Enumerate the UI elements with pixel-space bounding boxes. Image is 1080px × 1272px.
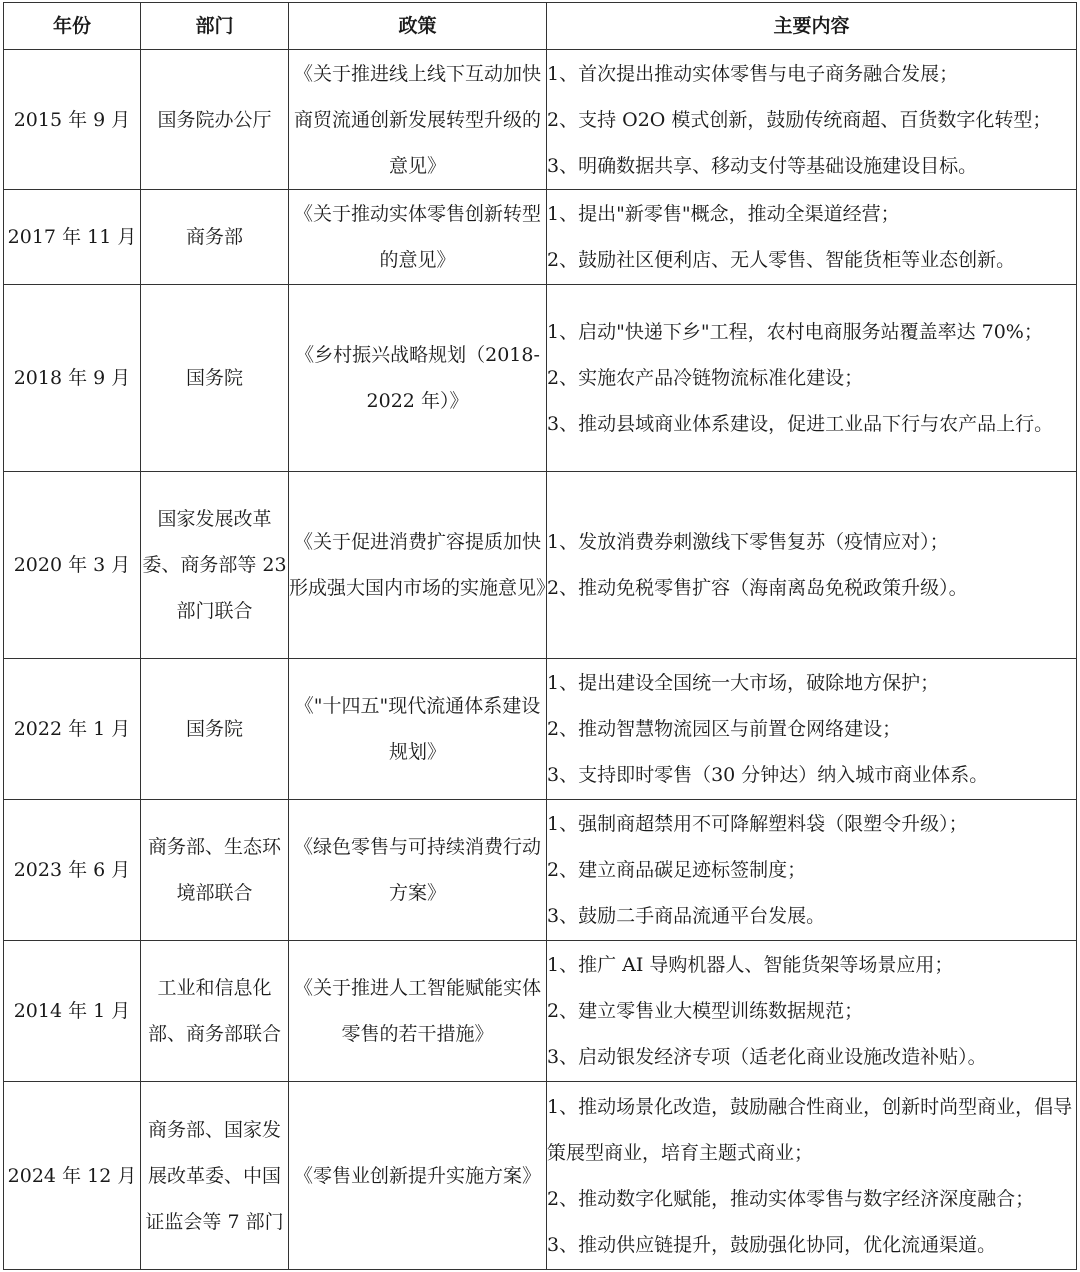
- content-item: 1、首次提出推动实体零售与电子商务融合发展；: [547, 62, 959, 85]
- department-cell: 国家发展改革委、商务部等 23 部门联合: [141, 472, 289, 659]
- header-policy: 政策: [289, 3, 547, 50]
- content-item: 3、启动银发经济专项（适老化商业设施改造补贴）。: [547, 1046, 987, 1068]
- table-row: [4, 50, 1077, 190]
- header-row: [4, 3, 1077, 50]
- year-cell: 2018 年 9 月: [4, 285, 141, 472]
- policy-cell: 《关于促进消费扩容提质加快形成强大国内市场的实施意见》: [289, 472, 547, 659]
- table-row: [4, 190, 1077, 285]
- table-row: [4, 285, 1077, 472]
- year-cell: 2023 年 6 月: [4, 800, 141, 941]
- content-item: 2、支持 O2O 模式创新，鼓励传统商超、百货数字化转型；: [547, 108, 1052, 131]
- content-item: 2、建立商品碳足迹标签制度；: [547, 859, 807, 881]
- content-item: 1、强制商超禁用不可降解塑料袋（限塑令升级）；: [547, 813, 968, 835]
- department-cell: 国务院办公厅: [141, 50, 289, 190]
- content-cell: [547, 50, 1077, 190]
- content-cell: [547, 1082, 1077, 1270]
- policy-cell: 《乡村振兴战略规划（2018-2022 年）》: [289, 285, 547, 472]
- content-cell: [547, 800, 1077, 941]
- year-cell: 2014 年 1 月: [4, 941, 141, 1082]
- policy-cell: 《关于推进线上线下互动加快商贸流通创新发展转型升级的意见》: [289, 50, 547, 190]
- content-item: 2、鼓励社区便利店、无人零售、智能货柜等业态创新。: [547, 249, 1016, 271]
- year-cell: 2024 年 12 月: [4, 1082, 141, 1270]
- year-cell: 2017 年 11 月: [4, 190, 141, 285]
- content-cell: [547, 190, 1077, 285]
- content-item: 1、推广 AI 导购机器人、智能货架等场景应用；: [547, 954, 954, 976]
- header-year: 年份: [4, 3, 141, 50]
- department-cell: 商务部: [141, 190, 289, 285]
- content-item: 2、实施农产品冷链物流标准化建设；: [547, 367, 864, 389]
- table-row: [4, 941, 1077, 1082]
- header-dept: 部门: [141, 3, 289, 50]
- content-item: 2、推动免税零售扩容（海南离岛免税政策升级）。: [547, 577, 968, 599]
- department-cell: 国务院: [141, 659, 289, 800]
- department-cell: 国务院: [141, 285, 289, 472]
- content-item: 1、推动场景化改造，鼓励融合性商业，创新时尚型商业，倡导策展型商业，培育主题式商业；: [547, 1095, 1073, 1164]
- department-cell: 商务部、国家发展改革委、中国证监会等 7 部门: [141, 1082, 289, 1270]
- content-item: 2、推动数字化赋能，推动实体零售与数字经济深度融合；: [547, 1187, 1035, 1210]
- department-cell: 工业和信息化部、商务部联合: [141, 941, 289, 1082]
- content-item: 2、建立零售业大模型训练数据规范；: [547, 1000, 864, 1022]
- policy-cell: 《绿色零售与可持续消费行动方案》: [289, 800, 547, 941]
- table-row: [4, 659, 1077, 800]
- policy-cell: 《关于推动实体零售创新转型的意见》: [289, 190, 547, 285]
- content-item: 3、支持即时零售（30 分钟达）纳入城市商业体系。: [547, 764, 989, 786]
- content-item: 1、发放消费券刺激线下零售复苏（疫情应对）；: [547, 531, 949, 553]
- policy-cell: 《"十四五"现代流通体系建设规划》: [289, 659, 547, 800]
- content-cell: [547, 941, 1077, 1082]
- content-cell: [547, 472, 1077, 659]
- content-item: 1、启动"快递下乡"工程，农村电商服务站覆盖率达 70%；: [547, 321, 1043, 343]
- table-row: [4, 472, 1077, 659]
- year-cell: 2020 年 3 月: [4, 472, 141, 659]
- table-row: [4, 800, 1077, 941]
- policy-cell: 《零售业创新提升实施方案》: [289, 1082, 547, 1270]
- content-item: 1、提出建设全国统一大市场，破除地方保护；: [547, 672, 940, 694]
- content-item: 2、推动智慧物流园区与前置仓网络建设；: [547, 718, 902, 740]
- table-row: [4, 1082, 1077, 1270]
- content-cell: [547, 659, 1077, 800]
- policy-table: [3, 2, 1077, 1270]
- content-item: 1、提出"新零售"概念，推动全渠道经营；: [547, 203, 900, 225]
- content-item: 3、鼓励二手商品流通平台发展。: [547, 905, 826, 927]
- department-cell: 商务部、生态环境部联合: [141, 800, 289, 941]
- year-cell: 2015 年 9 月: [4, 50, 141, 190]
- header-content: 主要内容: [547, 3, 1077, 50]
- content-cell: [547, 285, 1077, 472]
- year-cell: 2022 年 1 月: [4, 659, 141, 800]
- content-item: 3、推动供应链提升，鼓励强化协同，优化流通渠道。: [547, 1233, 997, 1256]
- content-item: 3、推动县域商业体系建设，促进工业品下行与农产品上行。: [547, 413, 1054, 435]
- content-item: 3、明确数据共享、移动支付等基础设施建设目标。: [547, 154, 978, 177]
- policy-cell: 《关于推进人工智能赋能实体零售的若干措施》: [289, 941, 547, 1082]
